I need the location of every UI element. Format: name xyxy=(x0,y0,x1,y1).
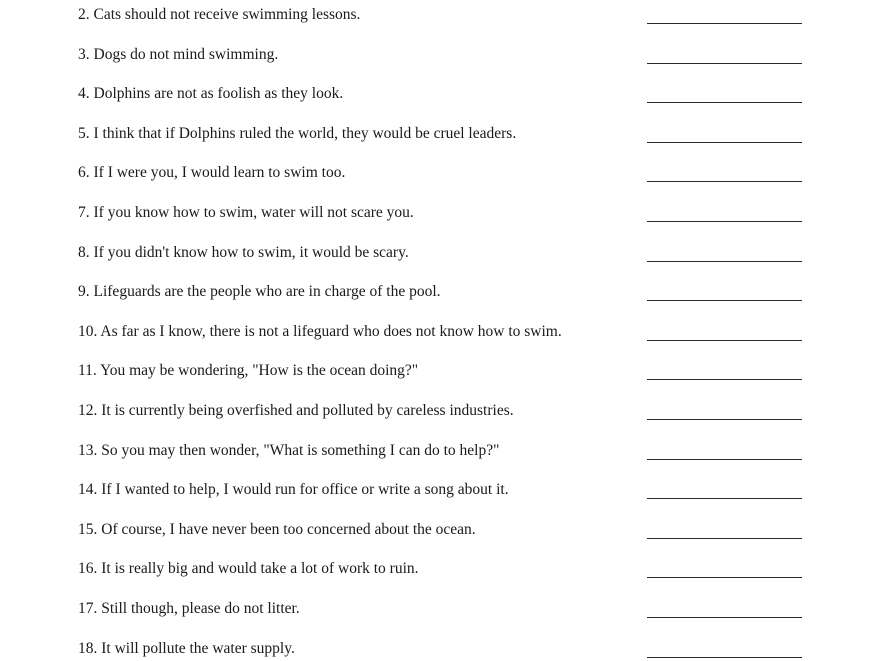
item-sentence: 11. You may be wondering, "How is the ocean doing?" xyxy=(78,362,419,380)
answer-blank[interactable] xyxy=(647,300,802,301)
item-sentence: 14. If I wanted to help, I would run for office or write a song about it. xyxy=(78,481,509,499)
item-sentence: 5. I think that if Dolphins ruled the world, they would be cruel leaders. xyxy=(78,124,517,142)
answer-blank[interactable] xyxy=(647,419,802,420)
item-sentence: 10. As far as I know, there is not a lifeguard who does not know how to swim. xyxy=(78,322,562,340)
item-sentence: 15. Of course, I have never been too concerned about the ocean. xyxy=(78,520,476,538)
item-sentence: 2. Cats should not receive swimming lessons. xyxy=(78,6,361,23)
worksheet-item xyxy=(0,201,880,225)
item-sentence: 9. Lifeguards are the people who are in charge of the pool. xyxy=(78,283,441,301)
worksheet-item xyxy=(0,3,880,27)
answer-blank[interactable] xyxy=(647,459,802,460)
worksheet-item xyxy=(0,478,880,502)
item-sentence: 12. It is currently being overfished and polluted by careless industries. xyxy=(78,402,514,419)
item-sentence: 13. So you may then wonder, "What is something I can do to help?" xyxy=(78,441,500,459)
worksheet-item xyxy=(0,597,880,621)
answer-blank[interactable] xyxy=(647,63,802,64)
answer-blank[interactable] xyxy=(647,657,802,658)
worksheet-item xyxy=(0,122,880,146)
worksheet-item xyxy=(0,637,880,661)
answer-blank[interactable] xyxy=(647,181,802,182)
item-sentence: 17. Still though, please do not litter. xyxy=(78,600,300,617)
worksheet-item xyxy=(0,280,880,304)
answer-blank[interactable] xyxy=(647,102,802,103)
answer-blank[interactable] xyxy=(647,142,802,143)
answer-blank[interactable] xyxy=(647,23,802,24)
worksheet-item xyxy=(0,241,880,265)
worksheet-item xyxy=(0,359,880,383)
answer-blank[interactable] xyxy=(647,221,802,222)
answer-blank[interactable] xyxy=(647,538,802,539)
item-sentence: 7. If you know how to swim, water will not scare you. xyxy=(78,204,414,221)
answer-blank[interactable] xyxy=(647,340,802,341)
worksheet-item xyxy=(0,399,880,423)
answer-blank[interactable] xyxy=(647,577,802,578)
answer-blank[interactable] xyxy=(647,617,802,618)
answer-blank[interactable] xyxy=(647,498,802,499)
item-sentence: 8. If you didn't know how to swim, it would be scary. xyxy=(78,243,409,261)
worksheet-item xyxy=(0,43,880,67)
worksheet-item xyxy=(0,518,880,542)
item-sentence: 6. If I were you, I would learn to swim too. xyxy=(78,164,346,182)
worksheet-item xyxy=(0,439,880,463)
worksheet-item xyxy=(0,82,880,106)
item-sentence: 16. It is really big and would take a lot of work to ruin. xyxy=(78,560,419,578)
worksheet-item xyxy=(0,557,880,581)
answer-blank[interactable] xyxy=(647,379,802,380)
worksheet-item xyxy=(0,320,880,344)
item-sentence: 3. Dogs do not mind swimming. xyxy=(78,45,279,63)
item-sentence: 4. Dolphins are not as foolish as they look. xyxy=(78,85,344,103)
item-sentence: 18. It will pollute the water supply. xyxy=(78,639,295,657)
answer-blank[interactable] xyxy=(647,261,802,262)
worksheet-item xyxy=(0,161,880,185)
